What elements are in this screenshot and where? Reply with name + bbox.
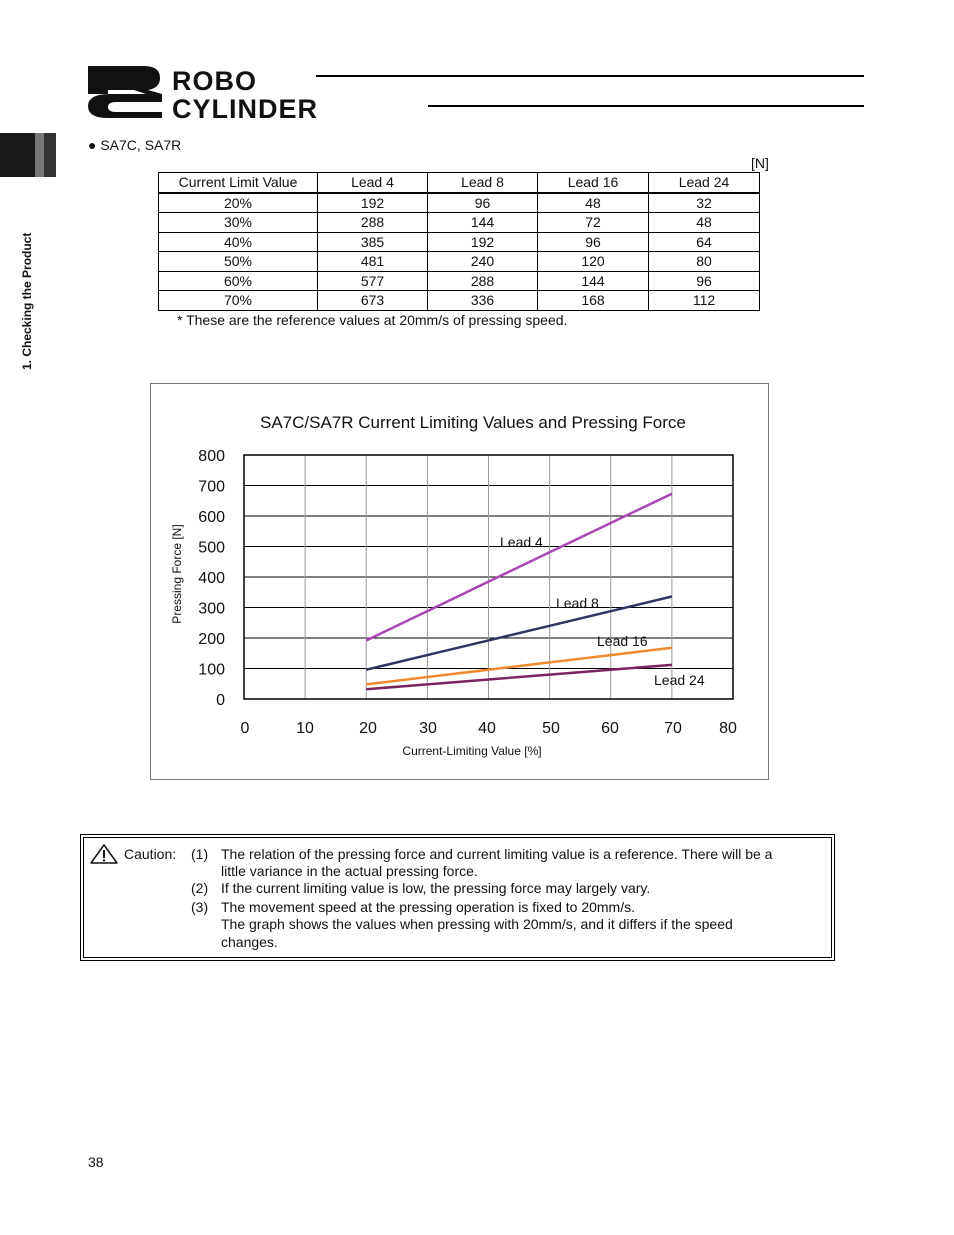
table-cell: 288 [318, 213, 428, 233]
y-tick-label: 300 [198, 600, 225, 618]
side-chapter-label: 1. Checking the Product [20, 232, 34, 370]
x-tick-label: 50 [542, 720, 560, 737]
unit-label: [N] [751, 155, 769, 171]
caution-item-number: (2) [191, 880, 209, 896]
table-cell: 673 [318, 291, 428, 311]
chart-title: SA7C/SA7R Current Limiting Values and Pressing Force [260, 413, 686, 432]
table-cell: 385 [318, 232, 428, 252]
column-header: Lead 4 [318, 173, 428, 193]
y-tick-label: 800 [198, 448, 225, 465]
y-axis-label: Pressing Force [N] [170, 524, 184, 624]
table-cell: 96 [649, 271, 760, 291]
table-cell: 30% [159, 213, 318, 233]
y-tick-label: 0 [216, 692, 225, 709]
caution-item-text: changes. [221, 934, 278, 950]
x-tick-label: 80 [719, 720, 737, 737]
table-cell: 112 [649, 291, 760, 311]
table-cell: 80 [649, 252, 760, 272]
warning-icon [89, 843, 119, 865]
table-cell: 50% [159, 252, 318, 272]
x-axis-label: Current-Limiting Value [%] [402, 744, 542, 758]
table-cell: 60% [159, 271, 318, 291]
y-tick-label: 500 [198, 539, 225, 557]
table-cell: 72 [538, 213, 649, 233]
caution-item-number: (1) [191, 846, 209, 862]
y-tick-label: 100 [198, 661, 225, 679]
caution-item-text: The graph shows the values when pressing with 20mm/s, and it differs if the speed [221, 916, 733, 932]
table-cell: 64 [649, 232, 760, 252]
x-tick-label: 10 [296, 720, 314, 737]
x-tick-label: 0 [240, 720, 250, 737]
page-number: 38 [88, 1154, 104, 1170]
series-label: Lead 24 [654, 672, 705, 688]
logo-text-cylinder: CYLINDER [172, 94, 319, 120]
table-cell: 96 [538, 232, 649, 252]
caution-item-text: little variance in the actual pressing force. [221, 863, 478, 879]
table-cell: 32 [649, 193, 760, 213]
series-label: Lead 16 [597, 633, 648, 649]
y-tick-label: 700 [198, 478, 225, 496]
logo-text-robo: ROBO [172, 66, 257, 96]
x-tick-label: 30 [419, 720, 437, 737]
column-header: Lead 24 [649, 173, 760, 193]
caution-item-text: The relation of the pressing force and current limiting value is a reference. There will be a [221, 846, 773, 862]
table-cell: 48 [538, 193, 649, 213]
table-cell: 288 [428, 271, 538, 291]
y-tick-label: 600 [198, 509, 225, 526]
x-tick-label: 60 [601, 720, 619, 737]
column-header: Lead 16 [538, 173, 649, 193]
caution-label: Caution: [124, 846, 177, 862]
series-label: Lead 8 [556, 595, 599, 611]
table-cell: 48 [649, 213, 760, 233]
table-cell: 20% [159, 193, 318, 213]
y-tick-label: 200 [198, 631, 225, 648]
table-cell: 481 [318, 252, 428, 272]
table-cell: 192 [428, 232, 538, 252]
caution-item-text: The movement speed at the pressing operation is fixed to 20mm/s. [221, 899, 635, 915]
x-tick-label: 20 [359, 720, 377, 737]
x-tick-label: 40 [478, 720, 496, 737]
table-cell: 70% [159, 291, 318, 311]
series-line-lead-16 [366, 648, 672, 685]
caution-item-text: If the current limiting value is low, the pressing force may largely vary. [221, 880, 651, 896]
table-note: * These are the reference values at 20mm/s of pressing speed. [177, 312, 568, 328]
y-tick-label: 400 [198, 570, 225, 587]
table-cell: 240 [428, 252, 538, 272]
table-cell: 40% [159, 232, 318, 252]
column-header: Lead 8 [428, 173, 538, 193]
column-header: Current Limit Value [159, 173, 318, 193]
table-cell: 96 [428, 193, 538, 213]
table-cell: 336 [428, 291, 538, 311]
table-cell: 577 [318, 271, 428, 291]
table-cell: 192 [318, 193, 428, 213]
table-cell: 144 [428, 213, 538, 233]
table-cell: 168 [538, 291, 649, 311]
x-tick-label: 70 [664, 720, 682, 737]
table-cell: 144 [538, 271, 649, 291]
series-label: Lead 4 [500, 534, 543, 550]
caution-item-number: (3) [191, 899, 209, 915]
section-heading: ● SA7C, SA7R [88, 137, 182, 153]
table-cell: 120 [538, 252, 649, 272]
